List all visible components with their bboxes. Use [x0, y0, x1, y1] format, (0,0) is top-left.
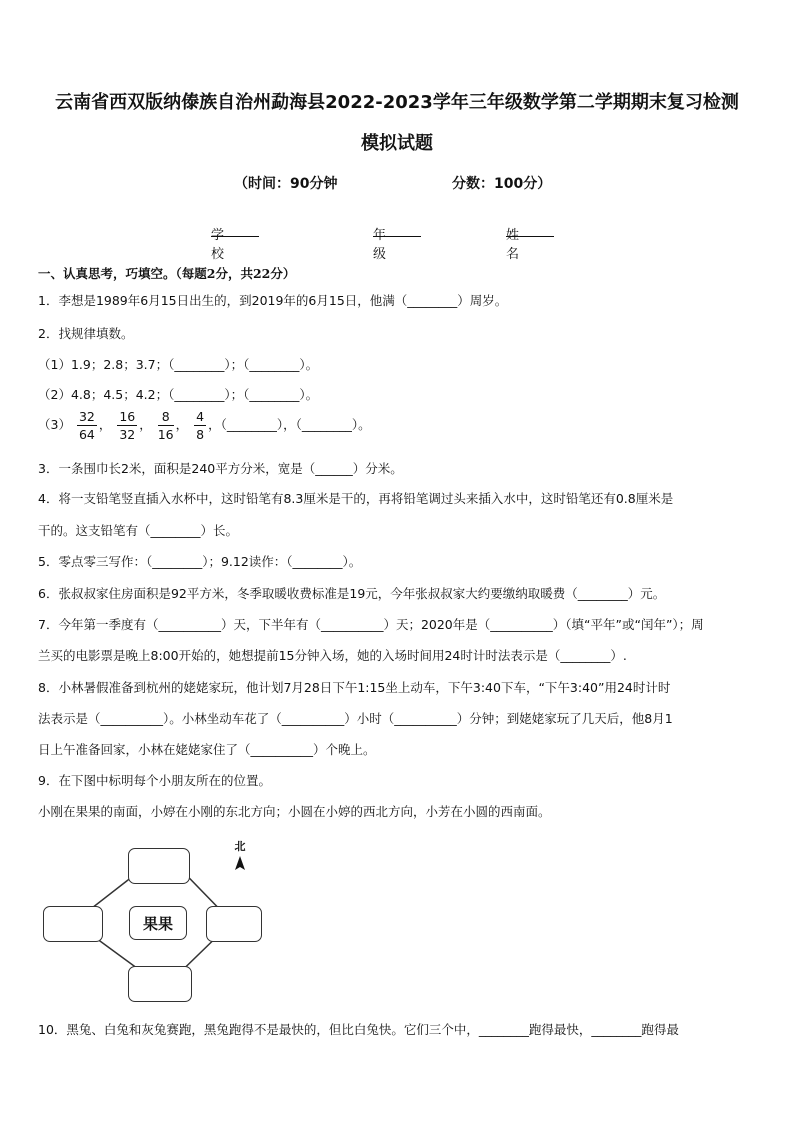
question-5: 5．零点零三写作：（________）；9.12读作：（________）。 — [38, 554, 362, 569]
question-8-line-3: 日上午准备回家，小林在姥姥家住了（__________）个晚上。 — [38, 742, 376, 757]
fraction-4 — [194, 408, 206, 443]
school-label: 学校 — [211, 228, 225, 262]
north-label: 北 — [234, 840, 246, 853]
exam-title-line-1: 云南省西双版纳傣族自治州勐海县2022-2023学年三年级数学第二学期期末复习检测 — [55, 92, 739, 113]
question-4-line-1: 4．将一支铅笔竖直插入水杯中，这时铅笔有8.3厘米是干的，再将铅笔调过头来插入水中，这时铅笔还有0.8厘米是 — [38, 491, 674, 506]
name-label: 姓名 — [506, 228, 520, 262]
fraction-1-denominator: 64 — [78, 427, 95, 442]
question-4-line-2: 干的。这支铅笔有（________）长。 — [38, 523, 239, 538]
question-6: 6．张叔叔家住房面积是92平方米，冬季取暖收费标准是19元，今年张叔叔家大约要缴纳取暖费（________）元。 — [38, 586, 666, 601]
west-box[interactable] — [43, 906, 103, 942]
question-10: 10．黑兔、白兔和灰兔赛跑，黑兔跑得不是最快的，但比白兔快。它们三个中，________跑得最快，________跑得最 — [38, 1022, 679, 1037]
center-box-guoguo — [129, 906, 187, 940]
question-2: 2．找规律填数。 — [38, 326, 134, 341]
east-box[interactable] — [206, 906, 262, 942]
south-box[interactable] — [128, 966, 192, 1002]
fraction-3-numerator: 8 — [158, 408, 174, 426]
question-9-description: 小刚在果果的南面，小婷在小刚的东北方向；小圆在小婷的西北方向，小芳在小圆的西南面。 — [38, 804, 551, 819]
fraction-4-numerator: 4 — [196, 409, 205, 424]
fraction-2-numerator: 16 — [119, 409, 136, 424]
question-7-line-1: 7．今年第一季度有（__________）天，下半年有（__________）天；2020年是（__________）（填“平年”或“闰年”）；周 — [38, 617, 704, 632]
exam-title-line-2: 模拟试题 — [361, 133, 433, 154]
question-2-part-3-tail: ，（________），（________）。 — [208, 417, 371, 432]
exam-time: （时间：90分钟 — [234, 176, 338, 192]
question-3: 3．一条围巾长2米，面积是240平方分米，宽是（______）分米。 — [38, 461, 403, 476]
north-box[interactable] — [128, 848, 190, 884]
grade-label: 年级 — [373, 228, 387, 262]
north-indicator — [230, 838, 250, 875]
question-7-line-2: 兰买的电影票是晚上8:00开始的，她想提前15分钟入场，她的入场时间用24时计时法表示是（________）. — [38, 648, 627, 663]
section-heading: 一、认真思考，巧填空。（每题2分，共22分） — [38, 266, 296, 281]
question-8-line-1: 8．小林暑假准备到杭州的姥姥家玩，他计划7月28日下午1:15坐上动车，下午3:40下车，“下午3:40”用24时计时 — [38, 680, 671, 695]
fraction-4-denominator: 8 — [196, 427, 205, 442]
fraction-3-denominator: 16 — [157, 427, 174, 442]
north-arrow-icon — [234, 854, 246, 872]
question-8-line-2: 法表示是（__________）。小林坐动车花了（__________）小时（__________）分钟；到姥姥家玩了几天后，他8月1 — [38, 711, 673, 726]
school-blank[interactable] — [211, 224, 259, 237]
fraction-2-denominator: 32 — [119, 427, 136, 442]
question-2-part-2: （2）4.8；4.5；4.2；（________）；（________）。 — [38, 387, 319, 402]
exam-score: 分数：100分） — [452, 176, 552, 192]
fraction-1 — [77, 408, 97, 443]
fraction-1-numerator: 32 — [78, 409, 95, 424]
question-9: 9．在下图中标明每个小朋友所在的位置。 — [38, 773, 271, 788]
question-2-part-3: （3） $\frac{32}{64}$ ， $\frac{16}{32}$ ， $\frac{8}{16}$ ， $\frac{4}{8}$ ，（________），（________）。 — [38, 409, 371, 442]
question-1: 1．李想是1989年6月15日出生的，到2019年的6月15日，他满（________）周岁。 — [38, 293, 508, 308]
fraction-3 — [158, 408, 174, 443]
question-2-part-3-label: （3） — [38, 417, 71, 432]
name-blank[interactable] — [506, 224, 554, 237]
grade-blank[interactable] — [373, 224, 421, 237]
center-label: 果果 — [142, 914, 173, 933]
fraction-2 — [117, 408, 137, 443]
question-2-part-1: （1）1.9；2.8；3.7；（________）；（________）。 — [38, 357, 319, 372]
